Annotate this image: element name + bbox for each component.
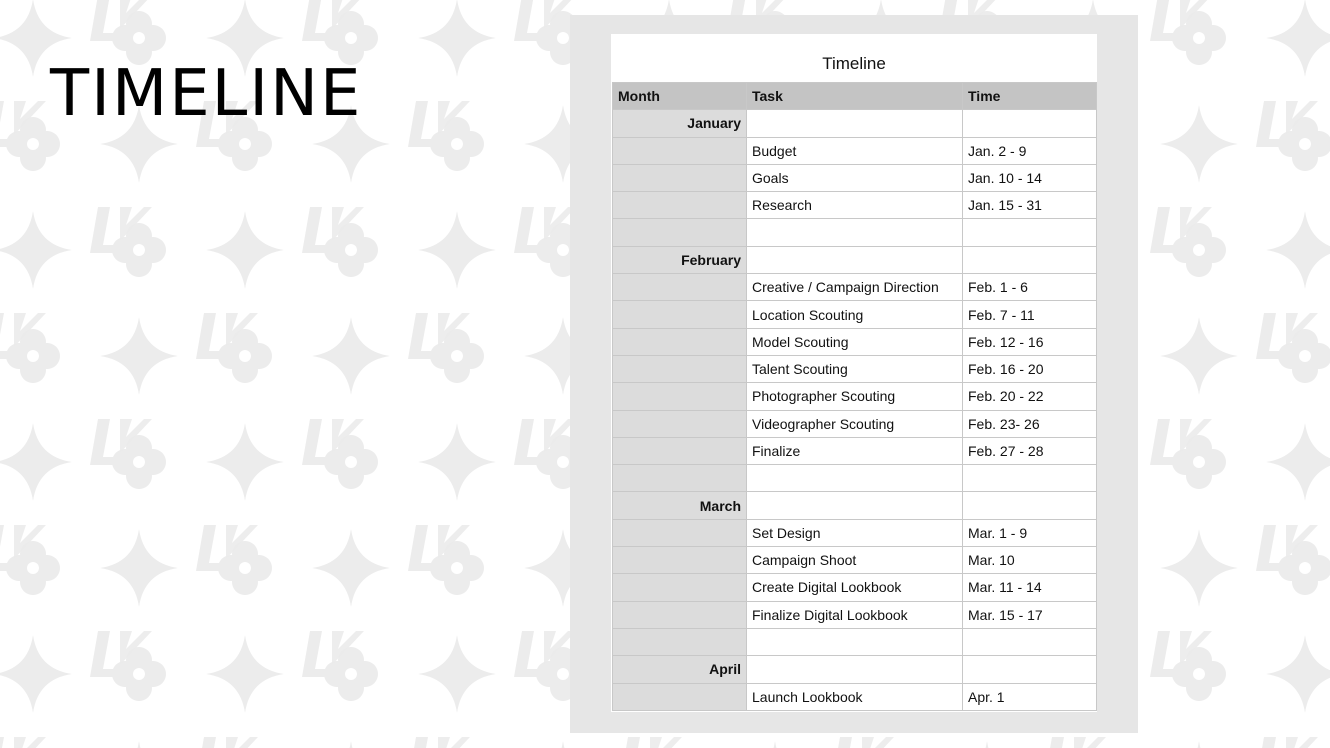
- month-cell: February: [613, 246, 747, 273]
- table-row: [613, 492, 1097, 519]
- time-cell: Mar. 1 - 9: [963, 519, 1097, 546]
- month-cell: [613, 601, 747, 628]
- table-row: [613, 110, 1097, 137]
- time-cell: Apr. 1: [963, 683, 1097, 710]
- month-cell: March: [613, 492, 747, 519]
- time-cell: Feb. 12 - 16: [963, 328, 1097, 355]
- table-row: [613, 164, 1097, 191]
- task-cell: Photographer Scouting: [747, 383, 963, 410]
- task-cell: Finalize Digital Lookbook: [747, 601, 963, 628]
- time-cell: Feb. 1 - 6: [963, 274, 1097, 301]
- table-row: [613, 656, 1097, 683]
- column-header-month: Month: [613, 83, 747, 110]
- task-cell: [747, 110, 963, 137]
- month-cell: [613, 328, 747, 355]
- task-cell: Location Scouting: [747, 301, 963, 328]
- task-cell: [747, 465, 963, 492]
- month-cell: [613, 547, 747, 574]
- month-cell: January: [613, 110, 747, 137]
- table-header-row: [613, 83, 1097, 110]
- month-cell: [613, 519, 747, 546]
- time-cell: Mar. 11 - 14: [963, 574, 1097, 601]
- month-cell: [613, 301, 747, 328]
- table-row: [613, 328, 1097, 355]
- month-cell: [613, 465, 747, 492]
- month-cell: [613, 219, 747, 246]
- table-row: [613, 574, 1097, 601]
- task-cell: Creative / Campaign Direction: [747, 274, 963, 301]
- time-cell: [963, 492, 1097, 519]
- task-cell: Research: [747, 192, 963, 219]
- task-cell: Campaign Shoot: [747, 547, 963, 574]
- time-cell: [963, 246, 1097, 273]
- task-cell: Goals: [747, 164, 963, 191]
- task-cell: Create Digital Lookbook: [747, 574, 963, 601]
- task-cell: Launch Lookbook: [747, 683, 963, 710]
- task-cell: Videographer Scouting: [747, 410, 963, 437]
- task-cell: [747, 656, 963, 683]
- month-cell: [613, 574, 747, 601]
- time-cell: Feb. 16 - 20: [963, 355, 1097, 382]
- document-title: Timeline: [822, 54, 886, 73]
- document-page: [611, 34, 1097, 712]
- column-header-time: Time: [963, 83, 1097, 110]
- task-cell: [747, 246, 963, 273]
- time-cell: Jan. 15 - 31: [963, 192, 1097, 219]
- time-cell: Feb. 23- 26: [963, 410, 1097, 437]
- month-cell: [613, 274, 747, 301]
- table-row: [613, 547, 1097, 574]
- document-frame: [570, 15, 1138, 733]
- time-cell: Feb. 20 - 22: [963, 383, 1097, 410]
- month-cell: [613, 628, 747, 655]
- table-row: [613, 219, 1097, 246]
- table-row: [613, 246, 1097, 273]
- task-cell: Finalize: [747, 437, 963, 464]
- table-row: [613, 355, 1097, 382]
- table-row: [613, 383, 1097, 410]
- table-row: [613, 519, 1097, 546]
- time-cell: [963, 110, 1097, 137]
- task-cell: [747, 492, 963, 519]
- task-cell: Talent Scouting: [747, 355, 963, 382]
- column-header-task: Task: [747, 83, 963, 110]
- timeline-table: [612, 82, 1097, 711]
- time-cell: Jan. 2 - 9: [963, 137, 1097, 164]
- table-row: [613, 274, 1097, 301]
- task-cell: Model Scouting: [747, 328, 963, 355]
- task-cell: [747, 628, 963, 655]
- time-cell: Mar. 15 - 17: [963, 601, 1097, 628]
- month-cell: [613, 137, 747, 164]
- task-cell: Budget: [747, 137, 963, 164]
- month-cell: [613, 355, 747, 382]
- slide-title: TIMELINE: [50, 57, 363, 131]
- table-row: [613, 410, 1097, 437]
- table-row: [613, 601, 1097, 628]
- time-cell: Feb. 27 - 28: [963, 437, 1097, 464]
- month-cell: [613, 683, 747, 710]
- table-row: [613, 192, 1097, 219]
- month-cell: [613, 410, 747, 437]
- time-cell: [963, 219, 1097, 246]
- month-cell: [613, 164, 747, 191]
- month-cell: [613, 383, 747, 410]
- time-cell: Feb. 7 - 11: [963, 301, 1097, 328]
- table-row: [613, 465, 1097, 492]
- time-cell: Mar. 10: [963, 547, 1097, 574]
- table-row: [613, 437, 1097, 464]
- time-cell: [963, 465, 1097, 492]
- month-cell: April: [613, 656, 747, 683]
- time-cell: [963, 656, 1097, 683]
- month-cell: [613, 437, 747, 464]
- time-cell: [963, 628, 1097, 655]
- month-cell: [613, 192, 747, 219]
- table-row: [613, 301, 1097, 328]
- time-cell: Jan. 10 - 14: [963, 164, 1097, 191]
- task-cell: [747, 219, 963, 246]
- table-row: [613, 628, 1097, 655]
- task-cell: Set Design: [747, 519, 963, 546]
- table-body: [613, 110, 1097, 711]
- table-row: [613, 137, 1097, 164]
- table-row: [613, 683, 1097, 710]
